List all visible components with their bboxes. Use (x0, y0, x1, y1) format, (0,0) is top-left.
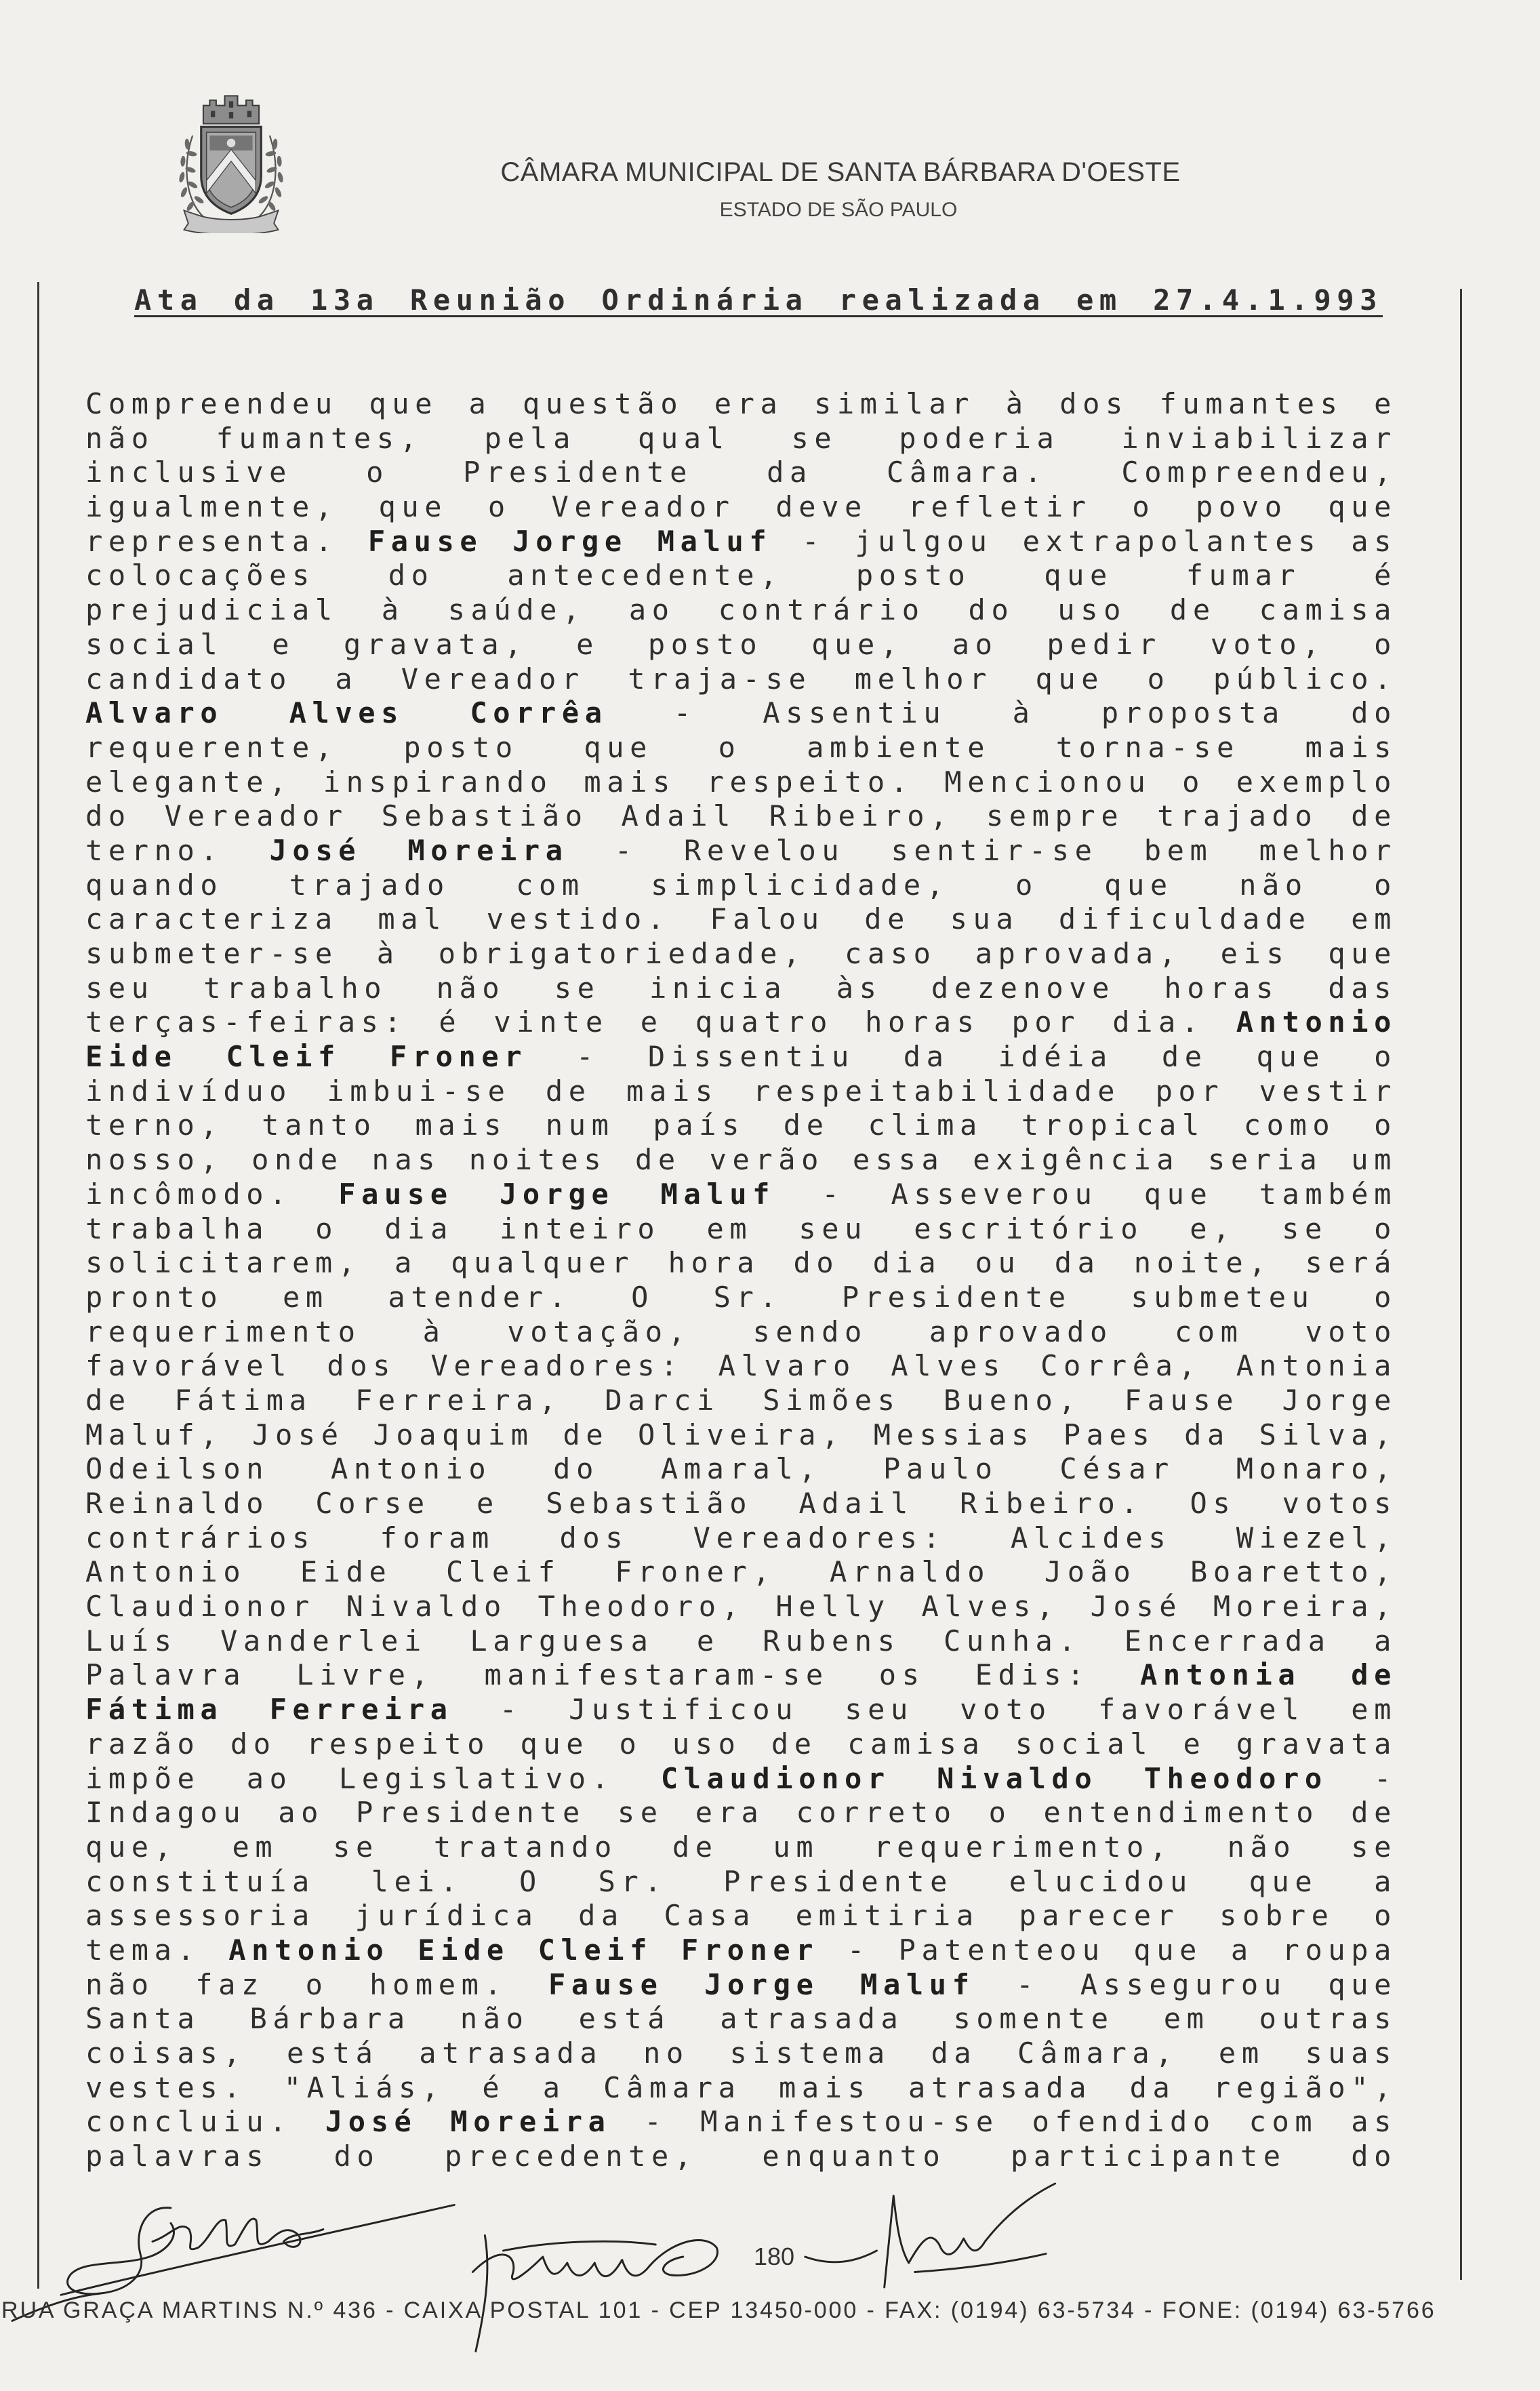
text-segment: terças-feiras: é vinte e quatro horas por dia. (85, 1005, 1236, 1039)
speaker-name: Antonia de (1140, 1658, 1397, 1692)
text-segment: - Assentiu à proposta do (607, 696, 1397, 730)
text-line (85, 1143, 1397, 1178)
speaker-name: Fause Jorge Maluf (338, 1177, 776, 1211)
text-segment: que, em se tratando de um requerimento, não se (85, 1830, 1397, 1864)
speaker-name: José Moreira (269, 833, 569, 867)
speaker-name: Alvaro Alves Corrêa (85, 696, 608, 730)
text-line (85, 2071, 1397, 2106)
text-line (85, 1521, 1397, 1556)
text-line (85, 731, 1397, 765)
text-line (85, 1830, 1397, 1865)
text-segment: terno, tanto mais num país de clima tropical como o (85, 1108, 1397, 1142)
text-segment: Luís Vanderlei Larguesa e Rubens Cunha. Encerrada a (85, 1624, 1397, 1657)
text-segment: trabalha o dia inteiro em seu escritório e, se o (85, 1211, 1397, 1245)
text-segment: coisas, está atrasada no sistema da Câmara, em suas (85, 2036, 1397, 2070)
text-line (85, 662, 1397, 697)
text-line (85, 1349, 1397, 1384)
text-line (85, 1693, 1397, 1727)
text-segment: candidato a Vereador traja-se melhor que o público. (85, 662, 1397, 696)
text-segment: Santa Bárbara não está atrasada somente em outras (85, 2002, 1397, 2036)
speaker-name: Claudionor Nivaldo Theodoro (660, 1761, 1328, 1795)
text-segment: Compreendeu que a questão era similar à dos fumantes e (85, 387, 1397, 420)
text-segment: do Vereador Sebastião Adail Ribeiro, sempre trajado de (85, 799, 1397, 833)
text-line (85, 387, 1397, 422)
text-line (85, 765, 1397, 800)
text-line (85, 559, 1397, 593)
text-segment: nosso, onde nas noites de verão essa exigência seria um (85, 1143, 1397, 1177)
text-segment: Reinaldo Corse e Sebastião Adail Ribeiro. Os votos (85, 1487, 1397, 1520)
text-segment: de Fátima Ferreira, Darci Simões Bueno, Fause Jorge (85, 1383, 1397, 1417)
text-line (85, 525, 1397, 559)
text-line (85, 1624, 1397, 1659)
text-segment: - Revelou sentir-se bem melhor (568, 833, 1397, 867)
text-line (85, 696, 1397, 731)
text-segment: colocações do antecedente, posto que fumar é (85, 559, 1397, 592)
text-segment: - Justificou seu voto favorável em (453, 1693, 1398, 1727)
speaker-name: Fause Jorge Maluf (548, 1967, 975, 2001)
footer-address: RUA GRAÇA MARTINS N.º 436 - CAIXA POSTAL 101 - CEP 13450-000 - FAX: (0194) 63-5734 - FONE: (0194) 63-5766 (1, 2297, 1436, 2323)
text-segment: elegante, inspirando mais respeito. Mencionou o exemplo (85, 765, 1397, 799)
text-segment: - (1327, 1761, 1397, 1795)
text-line (85, 1762, 1397, 1796)
text-segment: caracteriza mal vestido. Falou de sua dificuldade em (85, 902, 1397, 936)
text-line (85, 902, 1397, 937)
text-segment: - Asseverou que também (775, 1177, 1397, 1211)
text-segment: terno. (85, 833, 270, 867)
signature-middle (472, 2236, 717, 2352)
coat-of-arms-icon (178, 88, 285, 233)
text-segment: solicitarem, a qualquer hora do dia ou da noite, será (85, 1246, 1397, 1280)
text-line (85, 456, 1397, 490)
text-segment: vestes. "Aliás, é a Câmara mais atrasada da região", (85, 2070, 1397, 2104)
text-line (85, 1178, 1397, 1212)
text-line (85, 1555, 1397, 1590)
text-segment: impõe ao Legislativo. (85, 1761, 661, 1795)
text-line (85, 1246, 1397, 1281)
text-line (85, 1865, 1397, 1900)
left-margin-rule (37, 282, 39, 2289)
text-line (85, 628, 1397, 662)
text-line (85, 1212, 1397, 1247)
text-segment: Antonio Eide Cleif Froner, Arnaldo João Boaretto, (85, 1555, 1397, 1589)
text-line (85, 2002, 1397, 2036)
text-line (85, 1315, 1397, 1350)
text-segment: - Assegurou que (975, 1967, 1397, 2001)
text-line (85, 834, 1397, 868)
text-line (85, 1658, 1397, 1693)
text-segment: razão do respeito que o uso de camisa social e gravata (85, 1727, 1397, 1761)
text-segment: - Manifestou-se ofendido com as (611, 2105, 1397, 2139)
text-line (85, 1796, 1397, 1830)
page-number: 180 (754, 2243, 795, 2270)
text-line (85, 593, 1397, 628)
text-segment: seu trabalho não se inicia às dezenove horas das (85, 971, 1397, 1005)
text-segment: requerente, posto que o ambiente torna-se mais (85, 730, 1397, 764)
text-segment: incômodo. (85, 1177, 339, 1211)
speaker-name: José Moreira (325, 2105, 611, 2139)
text-line (85, 1074, 1397, 1109)
text-line (85, 1452, 1397, 1487)
speaker-name: Fause Jorge Maluf (367, 524, 773, 558)
signature-right (805, 2184, 1055, 2287)
text-line (85, 490, 1397, 525)
speaker-name: Antonio Eide Cleif Froner (228, 1933, 819, 1967)
text-segment: Palavra Livre, manifestaram-se os Edis: (85, 1658, 1141, 1692)
text-segment: assessoria jurídica da Casa emitiria parecer sobre o (85, 1899, 1397, 1933)
text-segment: favorável dos Vereadores: Alvaro Alves Corrêa, Antonia (85, 1349, 1397, 1383)
text-segment: representa. (85, 524, 368, 558)
text-segment: social e gravata, e posto que, ao pedir voto, o (85, 627, 1397, 661)
text-line (85, 799, 1397, 834)
text-line (85, 1281, 1397, 1315)
text-line (85, 1933, 1397, 1968)
text-line (85, 1418, 1397, 1453)
speaker-name: Antonio (1236, 1005, 1397, 1039)
state-name: ESTADO DE SÃO PAULO (719, 199, 958, 221)
text-line (85, 971, 1397, 1006)
text-segment: pronto em atender. O Sr. Presidente submeteu o (85, 1280, 1397, 1314)
text-line (85, 1727, 1397, 1762)
text-segment: indivíduo imbui-se de mais respeitabilidade por vestir (85, 1074, 1397, 1108)
text-segment: Odeilson Antonio do Amaral, Paulo César Monaro, (85, 1452, 1397, 1486)
text-segment: contrários foram dos Vereadores: Alcides Wiezel, (85, 1521, 1397, 1554)
text-segment: não faz o homem. (85, 1967, 549, 2001)
text-line (85, 1384, 1397, 1418)
speaker-name: Fátima Ferreira (85, 1693, 453, 1727)
text-line (85, 1899, 1397, 1933)
text-line (85, 2036, 1397, 2071)
minutes-title: Ata da 13a Reunião Ordinária realizada em 27.4.1.993 (134, 283, 1383, 317)
text-line (85, 868, 1397, 903)
text-segment: Indagou ao Presidente se era correto o entendimento de (85, 1796, 1397, 1830)
text-line (85, 937, 1397, 971)
text-segment: tema. (85, 1933, 229, 1967)
text-segment: quando trajado com simplicidade, o que não o (85, 868, 1397, 902)
minutes-body (85, 387, 1397, 2174)
text-line (85, 1968, 1397, 2003)
text-line (85, 1108, 1397, 1143)
text-segment: Claudionor Nivaldo Theodoro, Helly Alves, José Moreira, (85, 1590, 1397, 1624)
text-segment: - julgou extrapolantes as (772, 524, 1397, 558)
speaker-name: Eide Cleif Froner (85, 1040, 528, 1074)
text-segment: igualmente, que o Vereador deve refletir o povo que (85, 490, 1397, 524)
text-segment: constituía lei. O Sr. Presidente elucidou que a (85, 1864, 1397, 1898)
text-segment: não fumantes, pela qual se poderia inviabilizar (85, 421, 1397, 455)
text-segment: prejudicial à saúde, ao contrário do uso de camisa (85, 593, 1397, 627)
text-segment: - Dissentiu da idéia de que o (527, 1040, 1397, 1074)
text-line (85, 1040, 1397, 1074)
text-line (85, 1487, 1397, 1521)
text-segment: concluiu. (85, 2105, 325, 2139)
text-segment: Maluf, José Joaquim de Oliveira, Messias Paes da Silva, (85, 1418, 1397, 1451)
text-segment: requerimento à votação, sendo aprovado com voto (85, 1314, 1397, 1348)
text-segment: inclusive o Presidente da Câmara. Compreendeu, (85, 456, 1397, 489)
text-line (85, 1005, 1397, 1040)
text-segment: submeter-se à obrigatoriedade, caso aprovada, eis que (85, 937, 1397, 970)
right-margin-rule (1460, 289, 1462, 2280)
text-segment: palavras do precedente, enquanto participante do (85, 2139, 1397, 2173)
text-line (85, 1590, 1397, 1624)
text-segment: - Patenteou que a roupa (819, 1933, 1397, 1967)
text-line (85, 422, 1397, 456)
institution-name: CÂMARA MUNICIPAL DE SANTA BÁRBARA D'OESTE (500, 157, 1181, 187)
